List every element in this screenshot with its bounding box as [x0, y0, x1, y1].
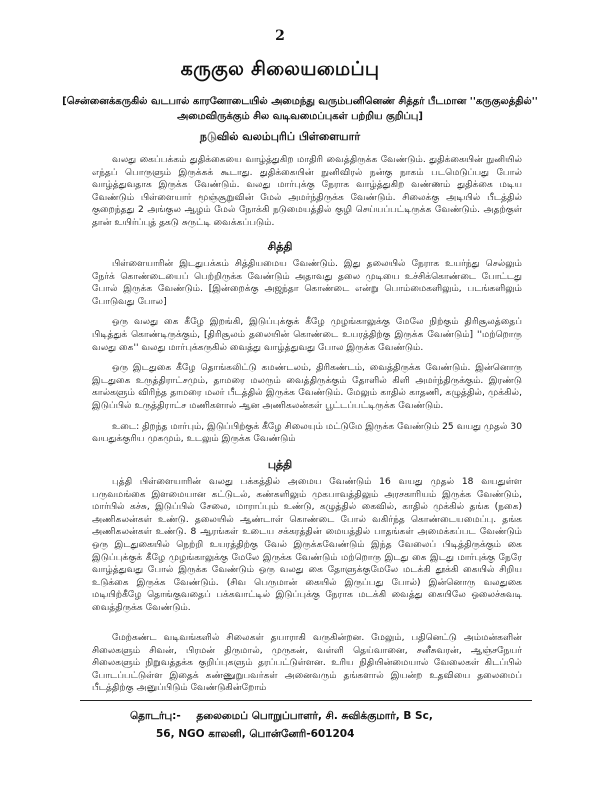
paragraph: ஒரு இடதுகை கீழே தொங்கலிட்டு கமண்டலம், திரிகண்டம், வைத்திருக்க வேண்டும். இன்னொரு இடதுகை உருத்திராட்சமும், தாமரை மலரும் வைத்திருக்கும் தோளில் கிளி அமர்ந்திருக்கும். இரண்டு கால்களும் விரிந்த தாமரை மலர் பீடத்தில் இருக்க வேண்டும். மேலும் காதில் காதணி, கழுத்தில், முக்கில், இடுப்பில் உருத்திராட்ச மணிகளால் ஆன அணிகலன்கள் பூட்டப்பட்டிருக்க வேண்டும். [92, 363, 522, 411]
subtitle: [சென்னைக்கருகில் வடபால் காரனோடையில் அமைந்து வரும்பனினெண் சித்தர் பீடமான ''கருகுலத்தில்'' அமைவிருக்கும் சில வடிவமைப்புகள் பற்றிய குறிப்பு] [62, 96, 538, 122]
section-heading-pillaiyar: நடுவில் வலம்புரிப் பிள்ளையார் [199, 130, 361, 143]
paragraph: உடை: திறந்த மார்பும், இடுப்பிற்குக் கீழே சிலையும் மட்டுமே இருக்க வேண்டும் 25 வயது முதல் 30 வயதுக்குரிய முகமும், உடலும் இருக்க வேண்டும் [92, 421, 522, 445]
section-siddhi-text [92, 258, 522, 458]
section-buddhi-text [92, 476, 522, 624]
paragraph: வலது கைப்பக்கம் துதிக்கையை வாழ்த்துகிற மாதிரி வைத்திருக்க வேண்டும். துதிக்கையின் நுனியில் எந்தப் பொருளும் இருக்கக் கூடாது. துதிக்கையின் நுனிவிரல் நன்கு நாகம் படமெடுப்பது போல் வாழ்த்துவதாக இருக்க வேண்டும். வலது மார்புக்கு நேராக வாழ்த்துகிற வண்ணம் துதிக்கை மடிய வேண்டும் பிள்ளையார் மூஞ்சூறுவின் மேல் அமர்ந்திருக்க வேண்டும். சிலைக்கு அடியில் பீடத்தில் குறைந்தது 2 அங்குல ஆழம் மேல் நோக்கி நடுமையத்தில் குழி செய்யப்பட்டிருக்க வேண்டும். அதற்குள் தான் உயிர்ப்புத் தகடு சுருட்டி வைக்கப்படும். [92, 155, 522, 228]
contact-footer [130, 710, 550, 740]
contact-line-1: தலைமைப் பொறுப்பாளர், சி. சுவிக்குமார், B Sc, [196, 710, 433, 722]
section-heading-buddhi: புத்தி [267, 458, 293, 471]
paragraph: புத்தி பிள்ளையாரின் வலது பக்கத்தில் அமைய வேண்டும் 16 வயது முதல் 18 வயதுள்ள பருவமங்கை இளமையான கட்டுடல், கண்களிலும் முகபாவத்திலும் அரசகாரியம் இருக்க வேண்டும், மார்பில் கச்சு, இடுப்பில் சேலை, மாராப்பும் உண்டு, கழுத்தில் கைவில், காதில் முக்கில் தங்க (நகை) அணிகலன்கள் உண்டு. தலையில் ஆண்டாள் கொண்டை போல் வகிர்ந்த கொண்டையமைப்பு. தங்க அணிகலன்கள் உண்டு. 8 ஆரங்கள் உடைய சக்கரத்தின் மையத்தில் பாதங்கள் அமைக்கப்பட வேண்டும் ஒரு இடதுகையில் நெற்றி உயரத்திற்கு வேல் இருக்கவேண்டும் இந்த வேலைப் பிடித்திருக்கும் கை இடுப்புக்குக் கீழே முழங்காலுக்கு மேலே இருக்க வேண்டும் மற்றொரு இடது கை இடது மார்புக்கு நேரே வாழ்த்துவது போல் இருக்க வேண்டும் ஒரு வலது கை தோளுக்குமேலே மடக்கி தூக்கி கையில் சிறிய உடுக்கை இருக்க வேண்டும். (சிவ பெருமான் கையில் இருப்பது போல்) இன்னொரு வலதுகை மடியிற்கீழே தொங்குவதைப் பக்கவாட்டில் இடுப்புக்கு நேராக மடக்கி வைத்து கையிலே ஒலைச்சுவடி வைத்திருக்க வேண்டும். [92, 477, 522, 613]
section-appeal-text [92, 632, 522, 694]
paragraph: பிள்ளையாரின் இடதுபக்கம் சித்தியமைய வேண்டும். இது தலையில் நேராக உயர்ந்து செல்லும் நேர்க் கொண்டையைப் பெற்றிருக்க வேண்டும் அதாவது தலை முடியை உச்சிக்கொண்டை போட்டது போல் இருக்க வேண்டும். [இன்றைக்கு அஜந்தா கொண்டை என்று பொம்மைகளிலும், படங்களிலும் போடுவது போல] [92, 259, 522, 307]
page-title: கருகுல சிலையமைப்பு [180, 58, 380, 80]
contact-line-2: 56, NGO காலனி, பொன்னேரி-601204 [156, 728, 355, 740]
section-pillaiyar-text [92, 154, 522, 234]
contact-label: தொடர்பு:- [130, 710, 181, 722]
paragraph: ஒரு வலது கை கீழே இறங்கி, இடுப்புக்குக் கீழே முழங்காலுக்கு மேலே நிற்கும் திரிசூலத்தைப் பிடித்துக் கொண்டிருக்கும், [திரிசூலம் தலையின் கொண்டை உயரத்திற்கு இருக்க வேண்டும்] ''மற்றொரு வலது கை'' வலது மார்புக்கருகில் வைத்து வாழ்த்துவது போல இருக்க வேண்டும். [92, 317, 522, 353]
section-heading-siddhi: சித்தி [267, 240, 293, 253]
footer-rule [80, 700, 532, 701]
paragraph: மேற்கண்ட வடிவங்களில் சிலைகள் தயாராகி வருகின்றன. மேலும், பதினெட்டு அம்மன்களின் சிலைகளும் சிவன், பிரமன் திருமால், முருகன், வள்ளி தெய்வானை, சனீசுவரன், ஆஞ்சநேயர் சிலைகளும் நிறுவத்தக்க குறிப்புகளும் தரப்பட்டுள்ளன. உரிய நிதியின்மையால் வேலைகள் கிடப்பில் போடப்பட்டுள்ள இதைக் கண்ணுறுபவர்கள் அனைவரும் தங்களால் இயன்ற உதவியை தலைமைப் பீடத்திற்கு அனுப்பிடும் வேண்டுகின்றோம் [92, 633, 522, 694]
page-number: 2 [275, 28, 285, 44]
